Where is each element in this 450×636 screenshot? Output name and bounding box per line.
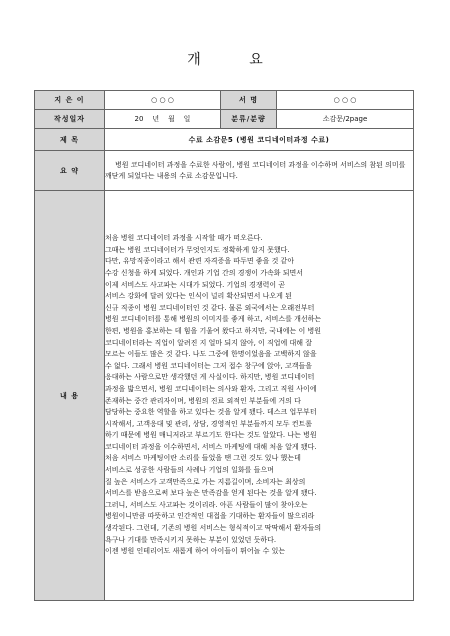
content-line: 처음 서비스 마케팅이란 소리를 들었을 땐 그런 것도 있나 했는데 — [105, 454, 301, 463]
content-line: 하기 때문에 병원 매니저라고 부르기도 한다는 것도 알았다. 나는 병원 — [105, 431, 317, 440]
content-line: 그러니, 서비스도 사고파는 것이리라. 아픈 사람들이 많이 찾아오는 — [105, 500, 308, 509]
publisher-label: 서 명 — [221, 91, 277, 110]
content-line: 서비스를 받음으로써 보다 높은 만족감을 얻게 된다는 것을 알게 됐다. — [105, 489, 317, 498]
date-label: 작성일자 — [35, 110, 105, 129]
subject-label: 제 목 — [35, 129, 105, 151]
publisher-value: ○ ○ ○ — [277, 91, 414, 110]
content-line: 다만, 유망직종이라고 해서 관련 자격증을 따두면 좋을 것 같아 — [105, 257, 295, 266]
content-line: 수 없다. 그래서 병원 코디네이터는 그저 접수 창구에 앉아, 고객들을 — [105, 361, 313, 370]
category-value: 소감문/2page — [277, 110, 414, 129]
content-line: 코디네이터라는 직업이 알려진 지 얼마 되지 않아, 이 직업에 대해 잘 — [105, 338, 313, 347]
content-line: 생각된다. 그런데, 기존의 병원 서비스는 형식적이고 딱딱해서 환자들의 — [105, 524, 322, 533]
date-value: 20 년 월 일 — [105, 110, 221, 129]
content-line: 신규 직종이 병원 코디네이터인 것 같다. 물론 외국에서는 오래전부터 — [105, 303, 315, 312]
page-title: 개 요 — [187, 52, 285, 68]
subject-row — [35, 129, 414, 151]
content-line: 한편, 병원을 홍보하는 데 힘을 기울여 왔다고 하지만, 국내에는 이 병원 — [105, 326, 322, 335]
category-label: 분류/분량 — [221, 110, 277, 129]
content-line: 서비스로 성공한 사람들의 사례나 기업의 일화를 들으며 — [105, 466, 274, 475]
content-line: 병원이니만큼 따뜻하고 인간적인 대접을 기대하는 환자들이 많으리라 — [105, 512, 315, 521]
summary-row — [35, 151, 414, 191]
content-line: 이젠 병원 인테리어도 새롭게 하여 아이들이 뛰어놀 수 있는 — [105, 547, 286, 556]
summary-value: 병원 코디네이터 과정을 수료한 사람이, 병원 코디네이터 과정을 이수하며 서비스의 참된 의미를 깨닫게 되었다는 내용의 수료 소감문입니다. — [105, 151, 414, 191]
content-line: 응대하는 사람으로만 생각했던 게 사실이다. 하지만, 병원 코디네이터 — [105, 373, 315, 382]
content-line: 그때는 병원 코디네이터가 무엇인지도 정확하게 알지 못했다. — [105, 245, 290, 254]
content-lines — [105, 233, 413, 558]
content-line: 담당하는 중요한 역할을 하고 있다는 것을 알게 됐다. 데스크 업무부터 — [105, 408, 317, 417]
content-line: 수강 신청을 하게 되었다. 개인과 기업 간의 경쟁이 가속화 되면서 — [105, 268, 304, 277]
content-line: 처음 병원 코디네이터 과정을 시작할 때가 떠오른다. — [105, 234, 263, 243]
content-line: 모르는 이들도 많은 것 같다. 나도 그중에 한명이었음을 고백하지 않을 — [105, 350, 317, 359]
content-row — [35, 191, 414, 601]
author-value: ○ ○ ○ — [105, 91, 221, 110]
summary-form-table — [34, 90, 414, 601]
content-body — [105, 191, 414, 601]
summary-label: 요 약 — [35, 151, 105, 191]
content-line: 존재하는 중간 관리자이며, 병원의 진료 외적인 부분들에 거의 다 — [105, 396, 301, 405]
content-line: 질 높은 서비스가 고객만족으로 가는 지름길이며, 소비자는 최상의 — [105, 477, 306, 486]
author-row — [35, 91, 414, 110]
content-line: 코디네이터 과정을 이수하면서, 서비스 마케팅에 대해 처음 알게 됐다. — [105, 442, 317, 451]
author-label: 지 은 이 — [35, 91, 105, 110]
content-line: 과정을 밟으면서, 병원 코디네이터는 의사와 환자, 그리고 직원 사이에 — [105, 384, 317, 393]
content-line: 시작해서, 고객응대 및 관리, 상담, 경영적인 부분들까지 모두 컨트롤 — [105, 419, 313, 428]
content-line: 서비스 강화에 달려 있다는 인식이 널리 확산되면서 나오게 된 — [105, 292, 292, 301]
content-line: 이제 서비스도 사고파는 시대가 되었다. 기업의 경쟁력이 곧 — [105, 280, 286, 289]
content-label: 내 용 — [35, 191, 105, 601]
date-row — [35, 110, 414, 129]
content-line: 욕구나 기대를 만족시키지 못하는 부분이 있었던 듯하다. — [105, 535, 277, 544]
subject-value: 수료 소감문5 (병원 코디네이터과정 수료) — [105, 129, 414, 151]
content-line: 병원 코디네이터를 통해 병원의 이미지를 좋게 하고, 서비스를 개선하는 — [105, 315, 322, 324]
